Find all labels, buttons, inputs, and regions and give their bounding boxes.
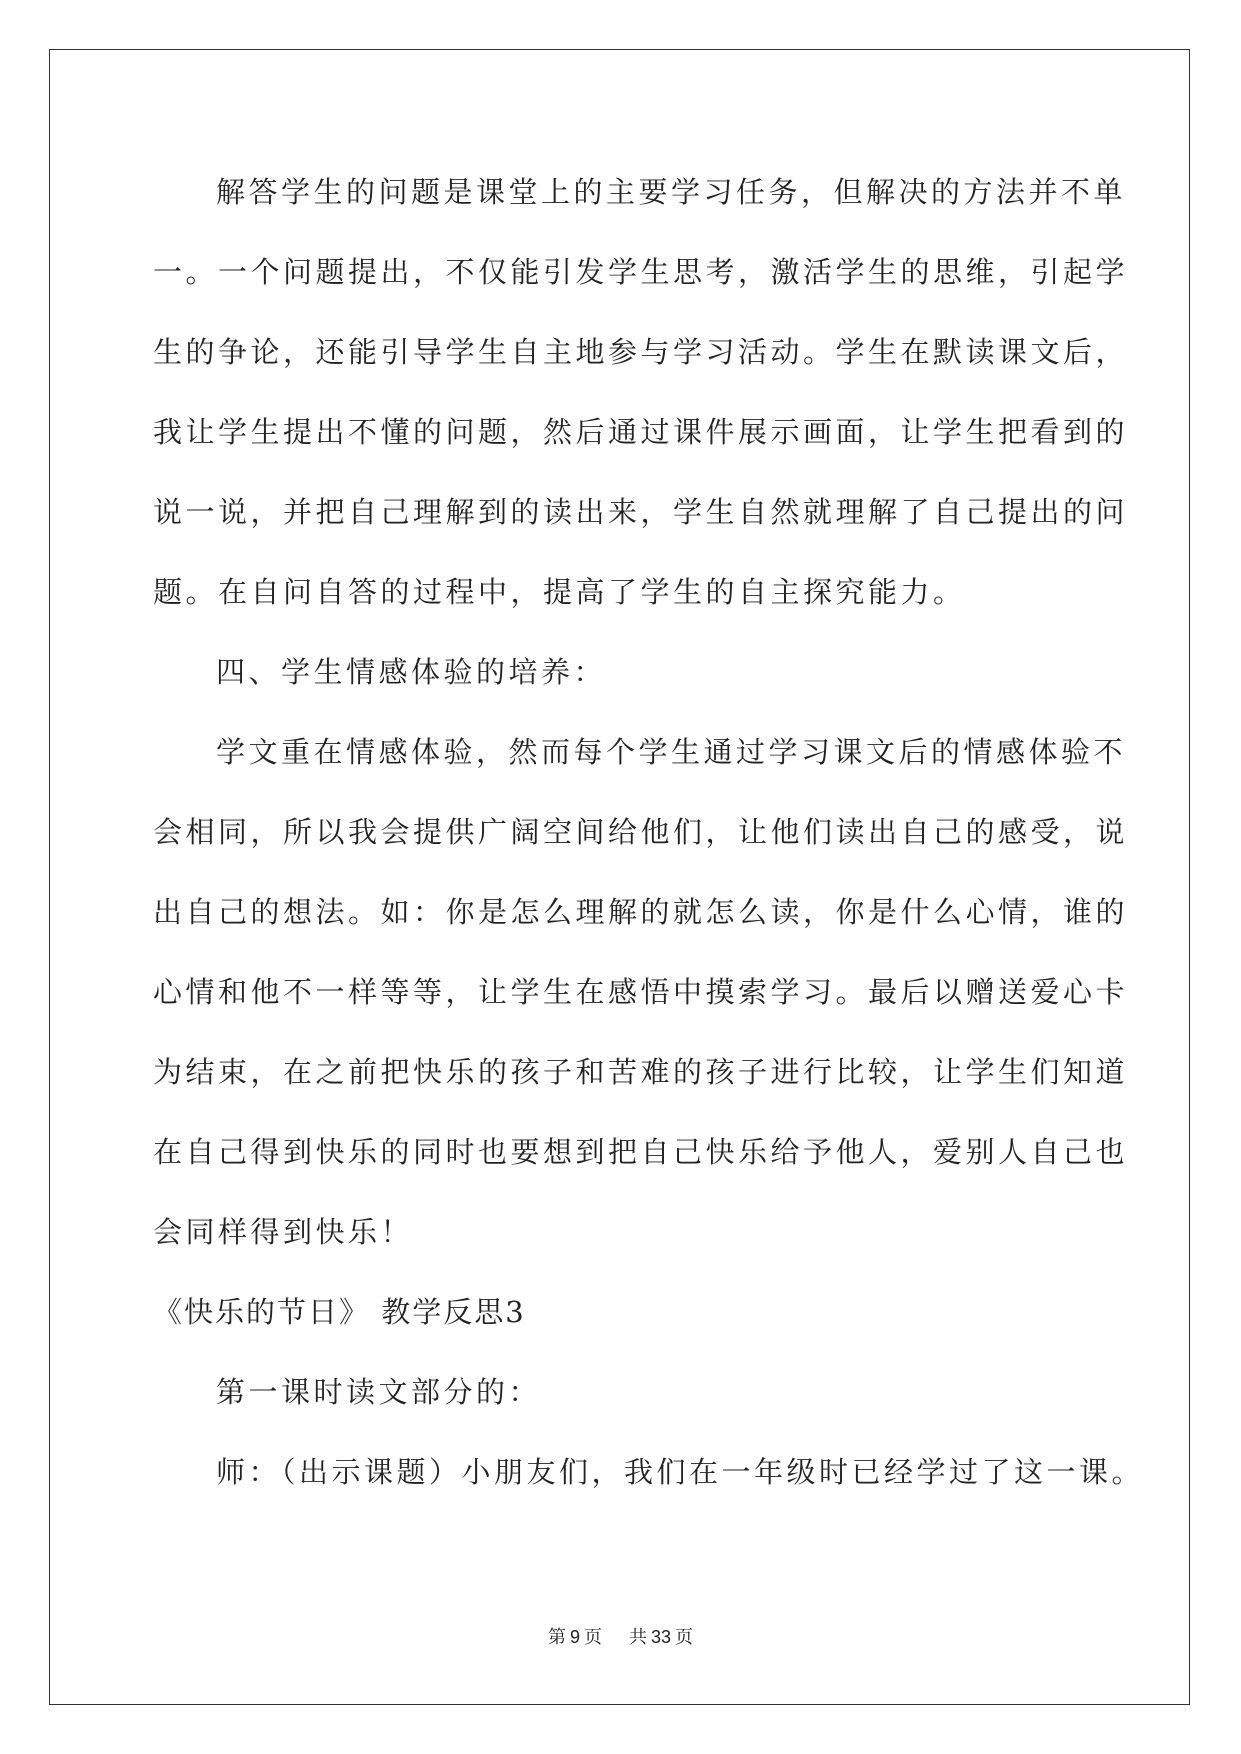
page-number: 9 (570, 1627, 581, 1647)
paragraph-line: 一。一个问题提出，不仅能引发学生思考，激活学生的思维，引起学 (153, 255, 1129, 289)
article-title: 《快乐的节日》 教学反思3 (153, 1295, 526, 1329)
paragraph-line: 心情和他不一样等等，让学生在感悟中摸索学习。最后以赠送爱心卡 (153, 975, 1129, 1009)
page-footer (0, 1626, 1241, 1649)
total-suffix: 页 (674, 1627, 693, 1648)
total-pages: 33 (650, 1627, 671, 1647)
paragraph-line: 生的争论，还能引导学生自主地参与学习活动。学生在默读课文后， (153, 335, 1129, 369)
paragraph-line: 题。在自问自答的过程中，提高了学生的自主探究能力。 (153, 575, 966, 609)
page-suffix: 页 (584, 1627, 603, 1648)
paragraph-line: 会同样得到快乐！ (153, 1215, 414, 1249)
paragraph-line: 说一说，并把自己理解到的读出来，学生自然就理解了自己提出的问 (153, 495, 1129, 529)
page-prefix: 第 (548, 1627, 567, 1648)
paragraph-line: 师：（出示课题）小朋友们，我们在一年级时已经学过了这一课。 (216, 1455, 1145, 1489)
section-heading: 四、学生情感体验的培养： (216, 655, 607, 689)
paragraph-line: 我让学生提出不懂的问题，然后通过课件展示画面，让学生把看到的 (153, 415, 1129, 449)
paragraph-line: 第一课时读文部分的： (216, 1375, 542, 1409)
paragraph-line: 在自己得到快乐的同时也要想到把自己快乐给予他人，爱别人自己也 (153, 1135, 1129, 1169)
paragraph-line: 学文重在情感体验，然而每个学生通过学习课文后的情感体验不 (216, 735, 1127, 769)
paragraph-line: 为结束，在之前把快乐的孩子和苦难的孩子进行比较，让学生们知道 (153, 1055, 1129, 1089)
paragraph-line: 出自己的想法。如：你是怎么理解的就怎么读，你是什么心情，谁的 (153, 895, 1129, 929)
paragraph-line: 会相同，所以我会提供广阔空间给他们，让他们读出自己的感受，说 (153, 815, 1129, 849)
total-prefix: 共 (628, 1627, 647, 1648)
paragraph-line: 解答学生的问题是课堂上的主要学习任务，但解决的方法并不单 (216, 175, 1127, 209)
